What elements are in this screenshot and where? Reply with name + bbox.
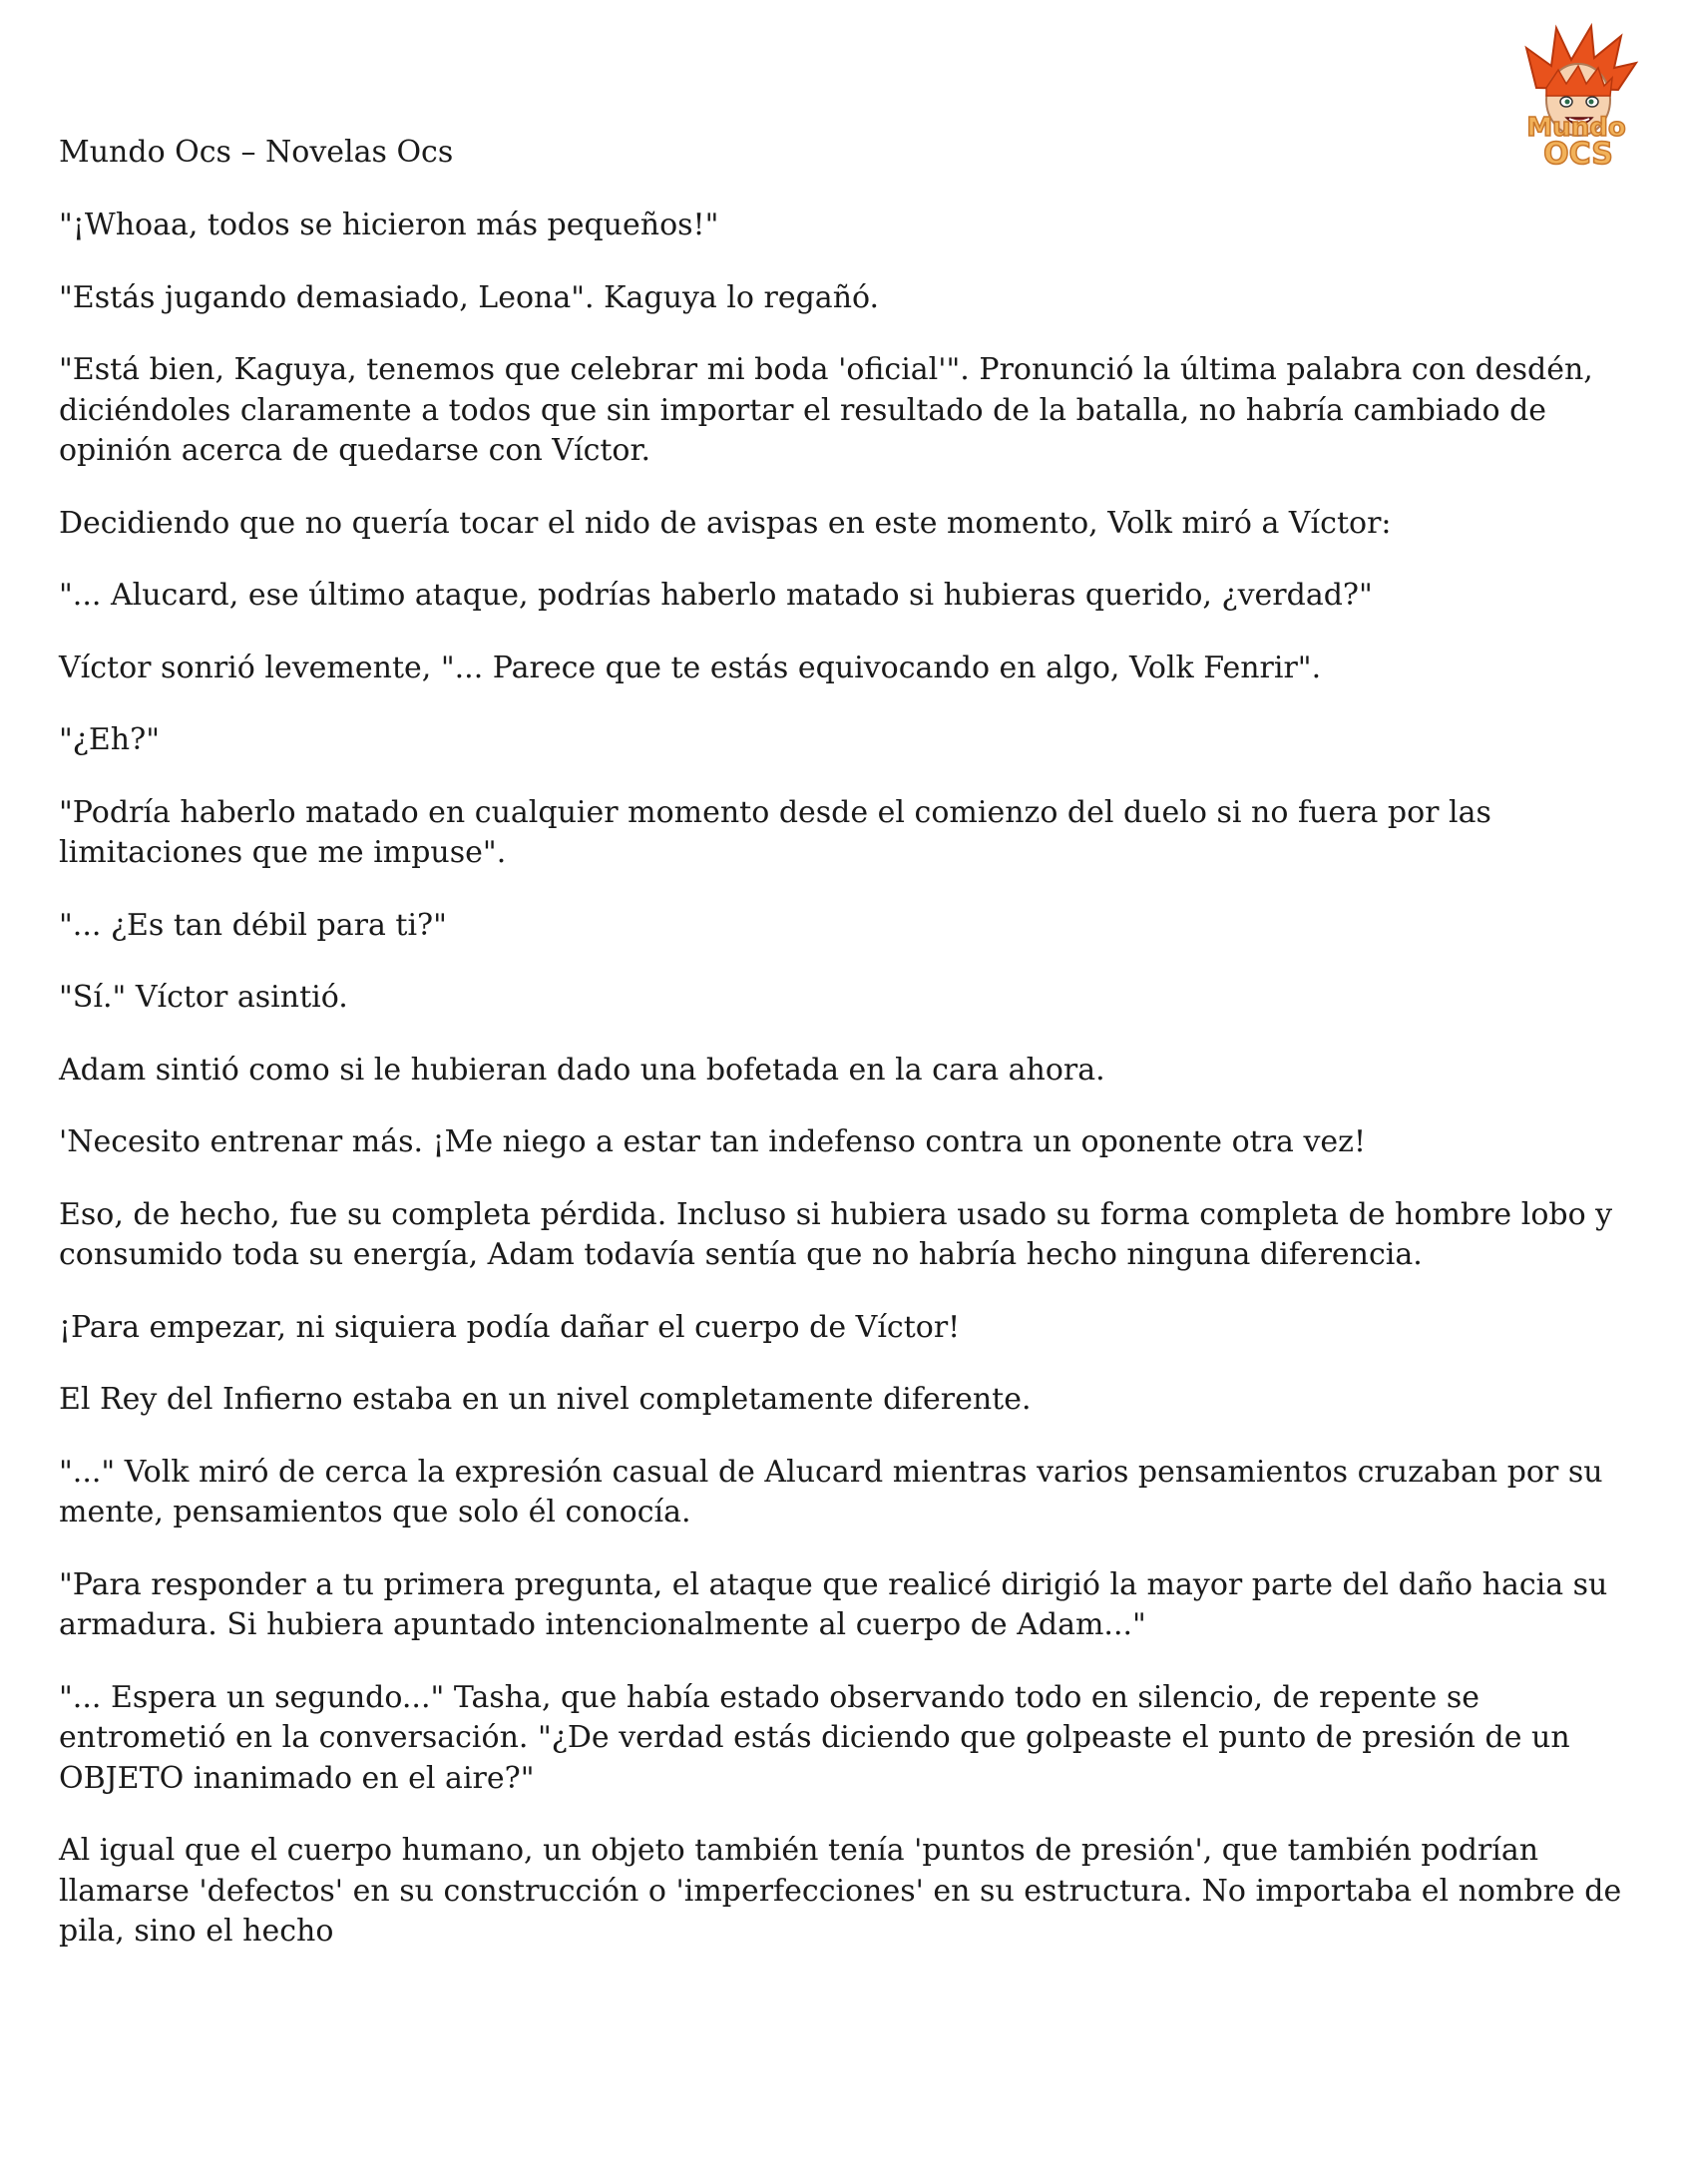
paragraph: "Estás jugando demasiado, Leona". Kaguya lo regañó. (59, 279, 880, 315)
paragraph: Adam sintió como si le hubieran dado una bofetada en la cara ahora. (59, 1052, 1105, 1088)
paragraph: "..." Volk miró de cerca la expresión casual de Alucard mientras varios pensamientos cruzaban por su mente, pensamientos que solo él conocía. (59, 1454, 1603, 1529)
paragraph: El Rey del Infierno estaba en un nivel completamente diferente. (59, 1382, 1032, 1417)
paragraph: "... Alucard, ese último ataque, podrías haberlo matado si hubieras querido, ¿verdad?" (59, 578, 1373, 613)
page-header-title: Mundo Ocs – Novelas Ocs (59, 135, 454, 170)
paragraph: "Para responder a tu primera pregunta, el ataque que realicé dirigió la mayor parte del daño hacia su armadura. Si hubiera apuntado intencionalmente al cuerpo de Adam..." (59, 1566, 1608, 1642)
paragraph: ¡Para empezar, ni siquiera podía dañar el cuerpo de Víctor! (59, 1309, 961, 1345)
paragraph: 'Necesito entrenar más. ¡Me niego a estar tan indefenso contra un oponente otra vez! (59, 1124, 1367, 1159)
paragraph: "Sí." Víctor asintió. (59, 980, 348, 1015)
paragraph: "Está bien, Kaguya, tenemos que celebrar mi boda 'oficial'". Pronunció la última palabra con desdén, diciéndoles claramente a todos que sin importar el resultado de la batalla, no habría cambiado de opinión acerca de quedarse con Víctor. (59, 352, 1593, 468)
paragraph: "¡Whoaa, todos se hicieron más pequeños!" (59, 208, 719, 242)
paragraph: Decidiendo que no quería tocar el nido de avispas en este momento, Volk miró a Víctor: (59, 505, 1392, 541)
logo-text-bottom: OCS (1543, 137, 1613, 172)
paragraph: "Podría haberlo matado en cualquier momento desde el comienzo del duelo si no fuera por las limitaciones que me impuse". (59, 794, 1491, 870)
paragraph: "¿Eh?" (59, 722, 160, 757)
paragraph: "... Espera un segundo..." Tasha, que había estado observando todo en silencio, de repente se entrometió en la conversación. "¿De verdad estás diciendo que golpeaste el punto de presión de un OBJETO inanimado en el aire?" (59, 1679, 1570, 1796)
paragraph: Al igual que el cuerpo humano, un objeto también tenía 'puntos de presión', que también podrían llamarse 'defectos' en su construcción o 'imperfecciones' en su estructura. No importaba el nombre de pila, sino el hecho (59, 1833, 1622, 1949)
paragraph: Víctor sonrió levemente, "... Parece que te estás equivocando en algo, Volk Fenrir". (59, 650, 1322, 685)
mascot-logo-icon (1496, 18, 1656, 178)
paragraph: "... ¿Es tan débil para ti?" (59, 907, 447, 943)
document-body (59, 206, 1635, 1984)
logo-text-top: Mundo (1526, 113, 1626, 143)
paragraph: Eso, de hecho, fue su completa pérdida. Incluso si hubiera usado su forma completa de hombre lobo y consumido toda su energía, Adam todavía sentía que no habría hecho ninguna diferencia. (59, 1196, 1613, 1272)
